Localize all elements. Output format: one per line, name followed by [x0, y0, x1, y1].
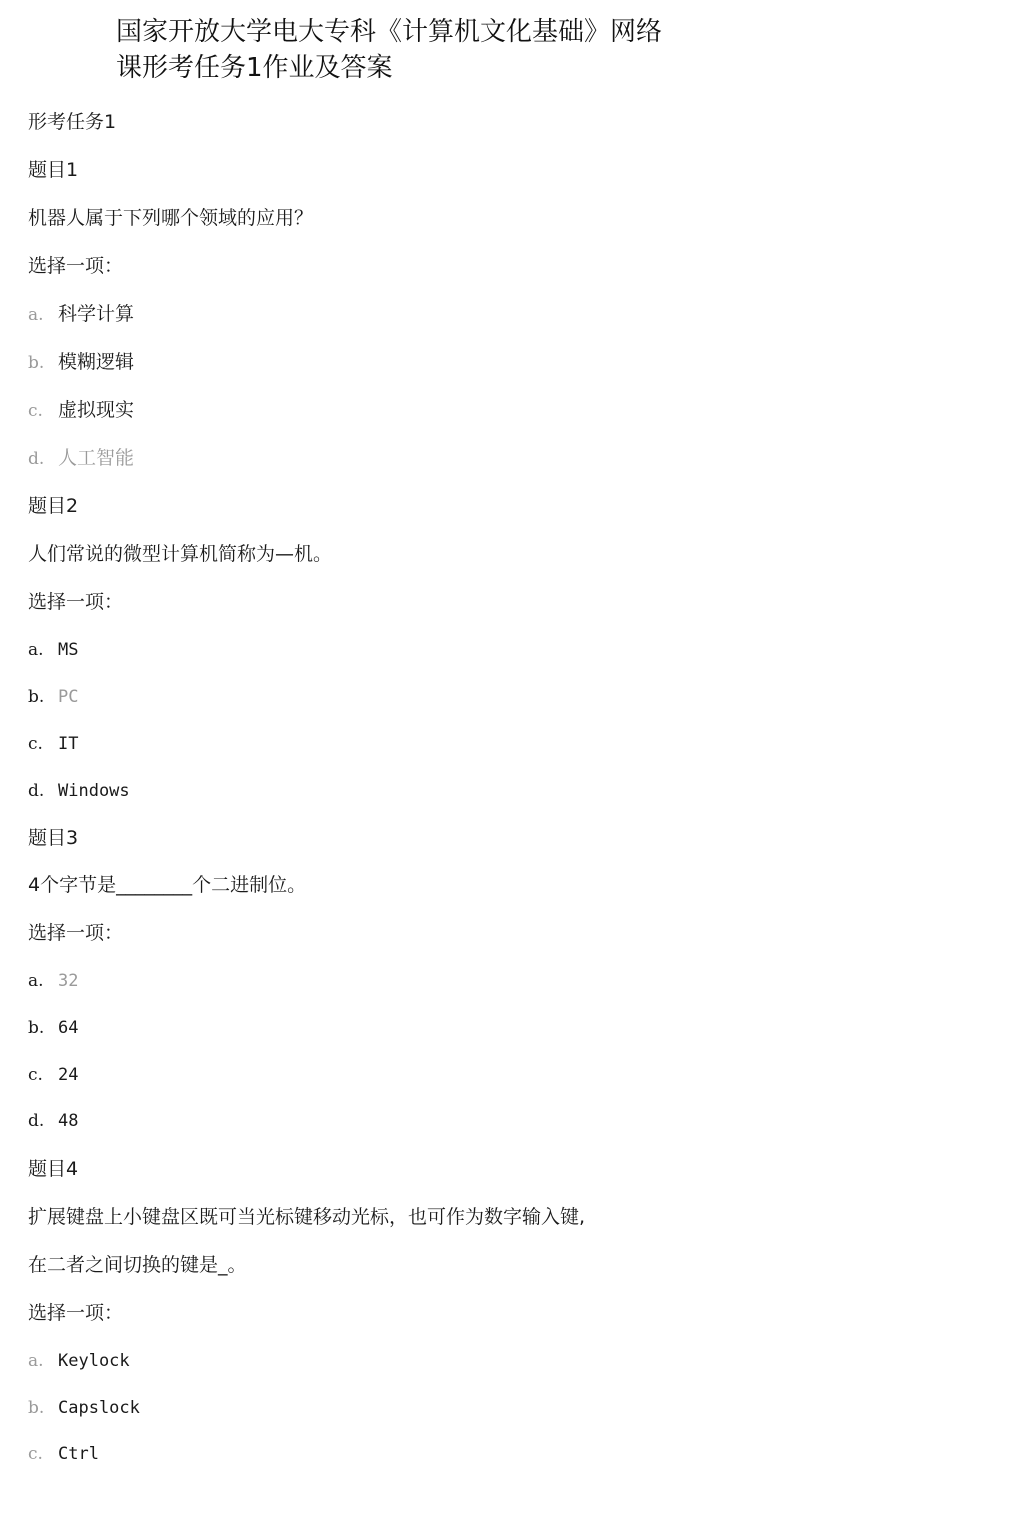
option-text: Keylock [58, 1351, 130, 1371]
option-item [28, 731, 78, 757]
option-letter: a. [28, 640, 44, 660]
choice-prompt: 选择一项： [28, 922, 124, 944]
document-title-line-2: 课形考任务1作业及答案 [116, 53, 393, 83]
choice-prompt: 选择一项： [28, 255, 124, 277]
option-letter: c. [28, 734, 43, 754]
option-letter: a. [28, 305, 44, 325]
option-letter: d. [28, 449, 45, 469]
option-text: 模糊逻辑 [58, 351, 135, 373]
option-letter: d. [28, 1111, 45, 1131]
option-item [28, 349, 134, 376]
option-item [28, 397, 134, 424]
option-letter: a. [28, 971, 44, 991]
option-item [28, 1348, 130, 1374]
option-text: 24 [58, 1065, 79, 1085]
option-letter: a. [28, 1351, 44, 1371]
option-letter: d. [28, 781, 45, 801]
option-item [28, 684, 78, 710]
option-text: 64 [58, 1018, 79, 1038]
option-text: Ctrl [58, 1444, 99, 1464]
option-text: 32 [58, 971, 79, 991]
question-stem: 4个字节是________个二进制位。 [28, 874, 307, 896]
option-item [28, 1441, 99, 1467]
question-heading: 题目1 [28, 159, 79, 181]
question-heading: 题目2 [28, 495, 79, 517]
document-title-line-1: 国家开放大学电大专科《计算机文化基础》网络 [116, 17, 663, 47]
option-text: 科学计算 [58, 303, 135, 325]
option-letter: b. [28, 353, 45, 373]
option-item [28, 301, 134, 328]
option-letter: b. [28, 687, 45, 707]
option-letter: c. [28, 1065, 43, 1085]
document-title [116, 14, 716, 86]
question-stem-continued: 在二者之间切换的键是_。 [28, 1254, 247, 1276]
option-text: Windows [58, 781, 130, 801]
option-item [28, 778, 130, 804]
option-item [28, 1062, 78, 1088]
question-stem: 机器人属于下列哪个领域的应用？ [28, 207, 314, 229]
option-item [28, 637, 78, 663]
option-text: 虚拟现实 [58, 399, 135, 421]
option-item [28, 968, 78, 994]
option-item [28, 1395, 140, 1421]
question-heading: 题目3 [28, 827, 79, 849]
option-letter: c. [28, 1444, 43, 1464]
section-heading: 形考任务1 [28, 111, 117, 133]
option-letter: b. [28, 1398, 45, 1418]
option-text: 人工智能 [58, 447, 135, 469]
choice-prompt: 选择一项： [28, 591, 124, 613]
option-text: Capslock [58, 1398, 140, 1418]
option-text: IT [58, 734, 79, 754]
question-heading: 题目4 [28, 1158, 79, 1180]
option-item [28, 445, 134, 472]
choice-prompt: 选择一项： [28, 1302, 124, 1324]
option-letter: b. [28, 1018, 45, 1038]
option-text: PC [58, 687, 79, 707]
question-stem: 扩展键盘上小键盘区既可当光标键移动光标，也可作为数字输入键, [28, 1206, 586, 1228]
question-stem: 人们常说的微型计算机简称为—机。 [28, 543, 333, 565]
option-item [28, 1015, 78, 1041]
option-text: MS [58, 640, 79, 660]
option-text: 48 [58, 1111, 79, 1131]
option-item [28, 1108, 78, 1134]
option-letter: c. [28, 401, 43, 421]
